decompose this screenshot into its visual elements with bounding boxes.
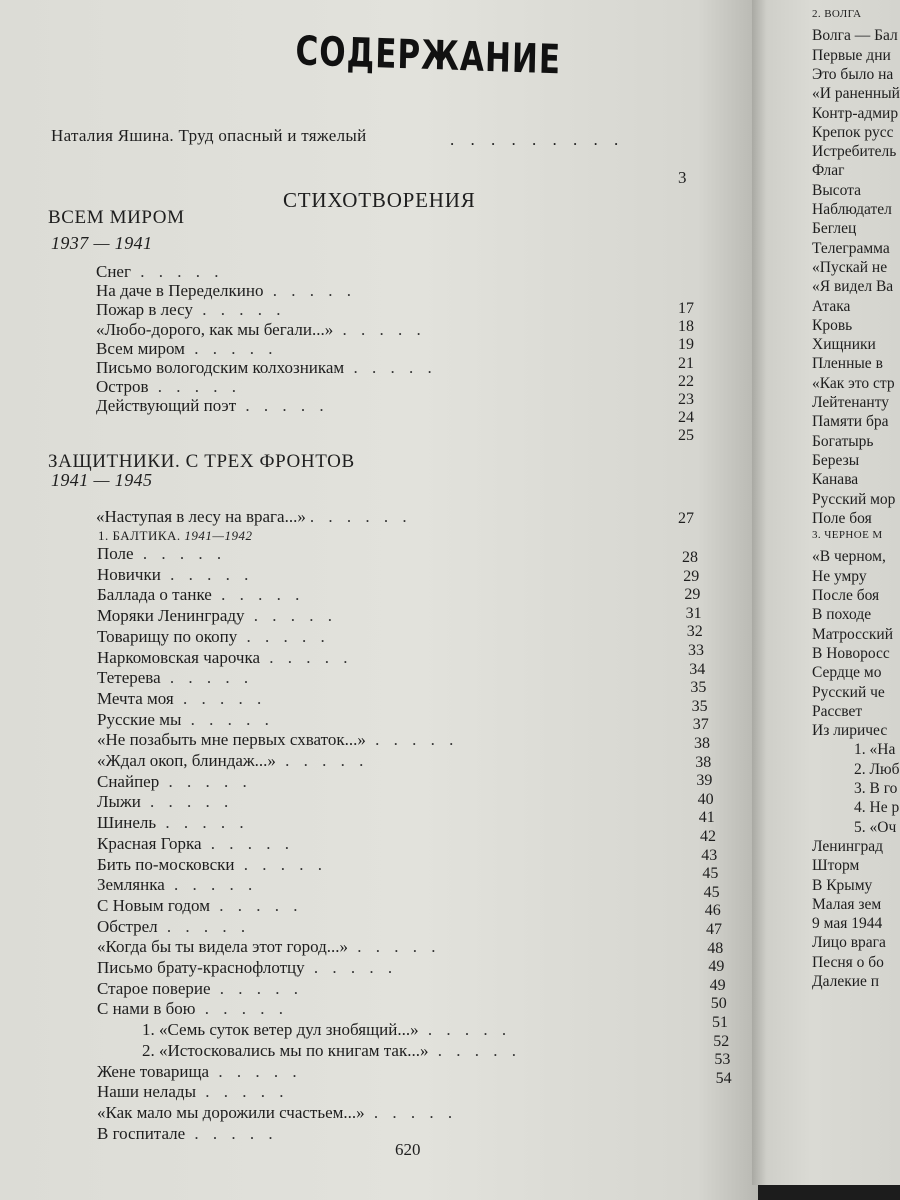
toc-entry-partial: «И раненный xyxy=(812,85,900,103)
toc-entry-partial: 4. Не р xyxy=(854,799,900,817)
intro-entry-title: Наталия Яшина. Труд опасный и тяжелый xyxy=(51,126,367,145)
toc-entry xyxy=(97,710,274,732)
toc-entry xyxy=(97,834,294,856)
toc-entry-page: 32 xyxy=(686,623,703,641)
section-title: ВСЕМ МИРОМ xyxy=(48,207,185,228)
leader-dots: . . . . . xyxy=(260,647,353,667)
leader-dots: . . . . . xyxy=(192,300,286,320)
toc-entry-partial: «Как это стр xyxy=(812,374,895,392)
toc-entry-title: Жене товарища xyxy=(97,1061,210,1081)
toc-entry-page: 38 xyxy=(694,735,710,752)
leader-dots: . . . . . xyxy=(234,854,328,874)
toc-entry-partial: Наблюдател xyxy=(812,201,892,218)
toc-entry-page: 19 xyxy=(678,336,694,354)
leader-dots: . . . . . xyxy=(348,937,441,957)
toc-entry-page: 40 xyxy=(697,790,714,808)
toc-entry-partial: Поле боя xyxy=(812,509,872,527)
toc-entry-title: Пожар в лесу xyxy=(96,300,193,320)
leader-dots: . . . . . xyxy=(130,262,224,281)
toc-entry-partial: Крепок русс xyxy=(812,123,894,141)
toc-entry-partial: Далекие п xyxy=(812,973,880,990)
toc-entry-partial: 2. Люб xyxy=(854,760,900,778)
leader-dots: . . . . . xyxy=(133,544,227,563)
toc-entry-title: Лыжи xyxy=(97,792,141,812)
leader-dots: . . . . . xyxy=(196,1082,289,1102)
leader-dots: . . . . . xyxy=(195,999,288,1019)
toc-entry-partial: Атака xyxy=(812,297,851,315)
toc-entry-partial: Памяти бра xyxy=(812,413,889,431)
leader-dots: . . . . . xyxy=(211,585,305,605)
toc-entry xyxy=(142,1041,521,1063)
toc-entry-title: Бить по-московски xyxy=(97,854,235,874)
toc-entry-partial: Березы xyxy=(812,451,860,469)
leader-dots: . . . . . xyxy=(185,1123,278,1143)
leader-dots: . . . . . xyxy=(263,281,356,301)
leader-dots: . . . . . xyxy=(244,606,338,626)
toc-entry xyxy=(97,751,368,773)
toc-entry-title: Товарищу по окопу xyxy=(97,626,238,646)
toc-entry-partial: Канава xyxy=(812,471,859,489)
toc-entry-page: 38 xyxy=(695,753,712,771)
toc-entry xyxy=(97,689,266,711)
page-title: СОДЕРЖАНИЕ xyxy=(295,28,562,84)
toc-entry-title: «Ждал окоп, блиндаж...» xyxy=(97,751,276,770)
leader-dots: . . . . . xyxy=(160,564,254,584)
leader-dots: . . . . . xyxy=(160,668,254,688)
poems-heading: СТИХОТВОРЕНИЯ xyxy=(283,188,476,212)
toc-entry xyxy=(97,627,330,649)
toc-entry-page: 39 xyxy=(696,772,713,790)
toc-entry-page: 41 xyxy=(698,809,715,827)
toc-entry-partial: Не умру xyxy=(812,567,867,585)
toc-entry-page: 27 xyxy=(678,510,694,527)
toc-entry-page: 53 xyxy=(714,1051,731,1069)
section-years: 1941 — 1945 xyxy=(51,470,153,490)
toc-entry-title: Баллада о танке xyxy=(97,585,212,605)
toc-entry-page: 51 xyxy=(712,1014,728,1031)
toc-entry-page: 22 xyxy=(678,372,694,390)
toc-entry-title: Письмо брату-краснофлотцу xyxy=(97,958,305,977)
leader-dots: . . . . . xyxy=(173,688,267,708)
toc-entry-title: Обстрел xyxy=(97,916,158,936)
toc-entry-page: 49 xyxy=(709,976,726,994)
toc-entry-partial: Беглец xyxy=(812,220,857,238)
toc-entry-page: 29 xyxy=(683,567,700,585)
toc-entry-page: 33 xyxy=(688,642,704,659)
toc-entry-title: Наркомовская чарочка xyxy=(97,647,260,667)
toc-entry-partial: Контр-адмир xyxy=(812,104,899,122)
toc-entry-title: «Когда бы ты видела этот город...» xyxy=(97,937,348,957)
toc-entry-title: Поле xyxy=(97,544,134,563)
toc-entry xyxy=(97,958,397,980)
toc-entry-page: 25 xyxy=(678,427,694,445)
subsection-label: 1. БАЛТИКА. xyxy=(98,528,181,543)
toc-entry-page: 54 xyxy=(715,1069,732,1087)
toc-entry-partial: После боя xyxy=(812,587,880,604)
toc-entry-partial: Пленные в xyxy=(812,355,883,373)
toc-entry xyxy=(97,896,302,918)
toc-entry-title: С Новым годом xyxy=(97,895,210,915)
toc-entry-title: Письмо вологодским колхозникам xyxy=(96,358,345,377)
toc-entry-title: Шинель xyxy=(97,813,157,833)
leader-dots: . . . . . xyxy=(236,396,329,416)
toc-entry xyxy=(97,668,253,690)
toc-entry-page: 45 xyxy=(702,865,719,883)
leader-dots: . . . . . xyxy=(157,916,251,936)
toc-entry xyxy=(97,544,226,566)
toc-entry-title: 2. «Истосковались мы по книгам так...» xyxy=(142,1040,429,1060)
toc-entry-partial: 3. ЧЕРНОЕ М xyxy=(812,529,883,542)
toc-entry-page: 46 xyxy=(704,902,721,920)
leader-dots: . . . . . xyxy=(164,875,258,895)
subsection-years: 1941—1942 xyxy=(184,528,253,543)
toc-entry-title: «Как мало мы дорожили счастьем...» xyxy=(97,1102,365,1122)
toc-entry-partial: 2. ВОЛГА xyxy=(812,8,862,20)
toc-entry-title: Новички xyxy=(97,564,161,584)
leader-dots: . . . . . xyxy=(237,626,330,646)
toc-entry-partial: Истребитель xyxy=(812,143,897,161)
toc-entry-partial: Богатырь xyxy=(812,432,874,450)
leader-dots: . . . . . xyxy=(184,338,278,358)
toc-entry-page: 52 xyxy=(713,1032,730,1050)
toc-entry-partial: Шторм xyxy=(812,857,860,875)
toc-entry-partial: Русский че xyxy=(812,683,885,701)
toc-entry-title: Русские мы xyxy=(97,709,182,729)
toc-entry-page: 42 xyxy=(700,828,716,845)
leader-dots: . . . . . xyxy=(344,358,437,377)
toc-entry-page: 35 xyxy=(691,697,708,715)
toc-entry-page: 21 xyxy=(678,354,694,372)
toc-entry-title: Моряки Ленинграду xyxy=(97,606,245,626)
toc-entry-partial: Матросский xyxy=(812,625,893,643)
toc-entry xyxy=(97,855,327,877)
toc-entry-partial: В Крыму xyxy=(812,876,873,894)
leader-dots: . . . . . xyxy=(418,1020,512,1040)
toc-entry-partial: Волга — Бал xyxy=(812,27,898,45)
leader-dots: . . . . . xyxy=(209,895,303,915)
toc-entry-partial: Малая зем xyxy=(812,895,882,913)
leader-dots: . . . . . xyxy=(275,751,369,770)
toc-entry-page: 45 xyxy=(703,883,720,901)
toc-entry-page: 47 xyxy=(706,921,722,938)
leader-dots: . . . . . xyxy=(333,319,426,339)
leader-dots: . . . . . xyxy=(428,1040,521,1060)
toc-entry-partial: Лицо врага xyxy=(812,934,886,952)
toc-entry-partial: 5. «Оч xyxy=(854,818,897,836)
toc-entry-partial: «Я видел Ва xyxy=(812,278,894,296)
toc-entry-partial: Из лиричес xyxy=(812,722,888,740)
toc-entry xyxy=(97,730,458,752)
toc-entry-page: 17 xyxy=(678,300,694,317)
toc-entry-partial: «Пускай не xyxy=(812,258,888,276)
toc-entry xyxy=(97,565,253,587)
toc-entry-title: Действующий поэт xyxy=(96,396,237,416)
toc-entry xyxy=(97,937,441,959)
toc-entry-partial: 3. В го xyxy=(854,780,898,797)
toc-entry-partial: Хищники xyxy=(812,336,876,354)
leader-dots: . . . . . . xyxy=(309,507,412,526)
toc-entry xyxy=(97,792,233,814)
toc-entry-title: Старое поверие xyxy=(97,978,211,998)
toc-entry-page: 23 xyxy=(678,391,694,408)
toc-entry xyxy=(97,1124,278,1146)
toc-entry-page: 37 xyxy=(692,716,709,734)
leader-dots: . . . . . xyxy=(159,771,252,791)
toc-entry-page: 50 xyxy=(710,995,727,1013)
toc-entry-title: Мечта моя xyxy=(97,688,174,708)
toc-entry xyxy=(97,813,249,835)
toc-entry xyxy=(142,1020,511,1042)
leader-dots: . . . . . xyxy=(365,730,459,750)
toc-entry xyxy=(97,1082,289,1104)
toc-entry-partial: Кровь xyxy=(812,316,853,334)
leader-dots: . . . . . xyxy=(210,978,304,998)
toc-entry xyxy=(97,1103,457,1125)
section-title: ЗАЩИТНИКИ. С ТРЕХ ФРОНТОВ xyxy=(48,451,355,472)
leader-dots: . . . . . xyxy=(209,1061,302,1081)
toc-entry-page: 48 xyxy=(707,939,724,957)
toc-entry-title: Снайпер xyxy=(97,771,160,791)
toc-entry xyxy=(97,999,288,1021)
toc-entry-page: 28 xyxy=(682,549,698,566)
toc-entry xyxy=(97,606,337,628)
toc-entry-partial: Ленинград xyxy=(812,837,884,855)
toc-entry xyxy=(97,585,304,607)
toc-entry-page: 49 xyxy=(708,958,725,976)
toc-entry-page: 34 xyxy=(689,660,706,678)
toc-entry-partial: Рассвет xyxy=(812,702,863,720)
toc-entry-partial: 1. «На xyxy=(854,741,896,759)
toc-entry-partial: Высота xyxy=(812,181,862,199)
right-page xyxy=(752,0,900,1185)
toc-entry-partial: Русский мор xyxy=(812,490,896,508)
leader-dots: . . . . . xyxy=(156,813,249,833)
toc-entry-title: Тетерева xyxy=(97,668,161,688)
leader-dots: . . . . . xyxy=(181,709,274,729)
intro-entry-page: 3 xyxy=(678,168,687,187)
page-number: 620 xyxy=(395,1140,421,1159)
toc-entry-title: На даче в Переделкино xyxy=(96,281,264,301)
toc-entry xyxy=(97,1062,302,1084)
toc-entry-partial: В Новоросс xyxy=(812,644,890,662)
toc-entry-partial: Первые дни xyxy=(812,46,891,64)
toc-entry-title: Остров xyxy=(96,377,149,397)
toc-entry-title: «Наступая в лесу на врага...» xyxy=(96,507,306,526)
toc-entry-title: Снег xyxy=(96,262,131,281)
toc-entry-page: 35 xyxy=(690,679,707,697)
toc-entry-partial: Телеграмма xyxy=(812,239,890,257)
toc-entry-partial: 9 мая 1944 xyxy=(812,915,883,933)
toc-entry xyxy=(97,875,257,897)
toc-entry-partial: Песня о бо xyxy=(812,953,884,971)
toc-entry-page: 31 xyxy=(685,604,702,622)
toc-entry-partial: Флаг xyxy=(812,162,845,180)
leader-dots: . . . . . xyxy=(148,377,241,397)
leader-dots: . . . . . xyxy=(140,792,234,812)
toc-entry-title: 1. «Семь суток ветер дул знобящий...» xyxy=(142,1020,419,1040)
section-years: 1937 — 1941 xyxy=(51,233,153,253)
leader-dots: . . . . . . . . . xyxy=(450,130,625,149)
leader-dots: . . . . . xyxy=(201,833,295,853)
leader-dots: . . . . . xyxy=(364,1102,458,1122)
toc-entry-title: С нами в бою xyxy=(97,999,196,1019)
toc-entry-title: «Любо-дорого, как мы бегали...» xyxy=(96,319,334,339)
toc-entry xyxy=(97,917,250,939)
toc-entry-page: 24 xyxy=(678,409,694,427)
toc-entry-page: 43 xyxy=(701,846,718,864)
toc-entry-partial: Лейтенанту xyxy=(812,394,890,411)
toc-entry-partial: «В черном, xyxy=(812,548,886,566)
toc-entry-title: В госпитале xyxy=(97,1123,186,1143)
toc-entry-partial: В походе xyxy=(812,606,872,624)
leader-dots: . . . . . xyxy=(304,958,398,977)
toc-entry-partial: Сердце мо xyxy=(812,664,882,682)
toc-entry-title: Землянка xyxy=(97,875,165,895)
toc-entry-page: 18 xyxy=(678,318,694,336)
toc-entry-title: Красная Горка xyxy=(97,833,202,853)
toc-entry-page: 29 xyxy=(684,586,701,604)
toc-entry-title: «Не позабыть мне первых схваток...» xyxy=(97,730,366,750)
toc-entry xyxy=(97,772,252,794)
toc-entry-title: Всем миром xyxy=(96,338,185,358)
toc-entry-partial: Это было на xyxy=(812,65,894,83)
toc-entry xyxy=(97,979,303,1001)
toc-entry xyxy=(97,648,353,670)
toc-entry-title: Наши нелады xyxy=(97,1082,197,1102)
